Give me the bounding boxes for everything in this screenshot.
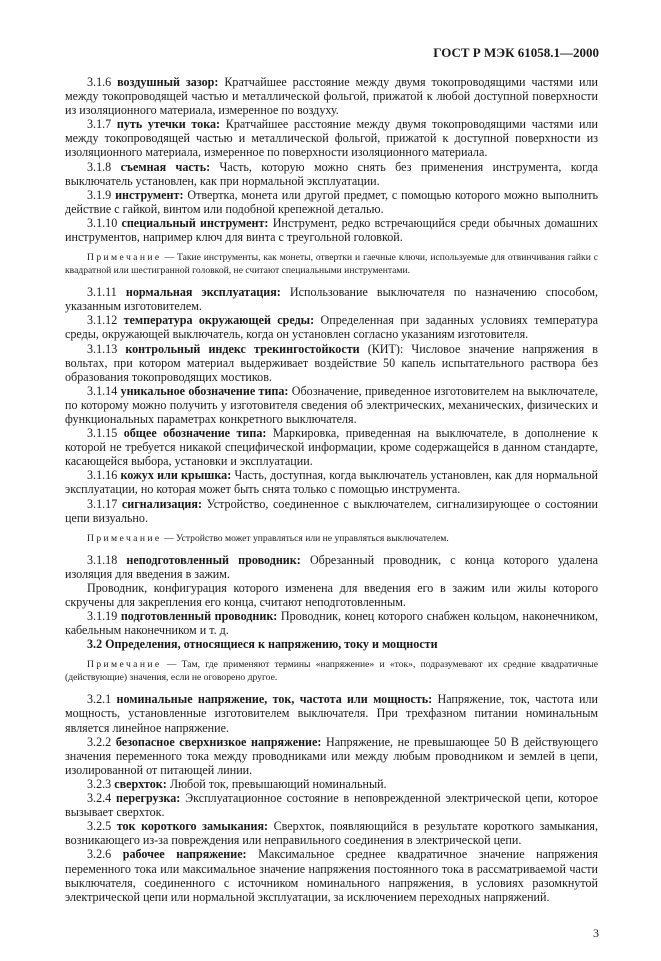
definition-text: Напряжение, ток, частота или мощность, установленные изготовителем выключателя. При трехфазном питании номинальным является линейное напряжение. [65, 692, 598, 735]
definition-paragraph [65, 847, 598, 903]
definition-paragraph [65, 692, 598, 734]
clause-number: 3.1.10 [87, 215, 118, 230]
clause-number: 3.1.7 [87, 117, 112, 132]
definition-paragraph [65, 553, 598, 581]
definition-paragraph [65, 426, 598, 468]
definition-text: Маркировка, приведенная на выключателе, в дополнение к которой не требуется никакой специфической информации, кроме содержащейся в данном стандарте, касающейся выбора, установки и эксплуатации. [65, 426, 598, 469]
defined-term: сигнализация: [121, 496, 202, 511]
definition-paragraph [65, 313, 598, 341]
definition-paragraph [65, 819, 598, 847]
note-text: — Такие инструменты, как монеты, отвертки и гаечные ключи, используемые для отвинчивания гайки с квадратной или шестигранной головкой, не считают специальными инструментами. [65, 252, 599, 277]
clause-number: 3.1.13 [87, 341, 118, 356]
defined-term: подготовленный проводник: [120, 609, 278, 624]
note-label: Примечание [87, 659, 162, 671]
definition-paragraph [65, 735, 598, 777]
definition-paragraph [65, 609, 598, 637]
clause-number: 3.1.19 [87, 609, 118, 624]
note [65, 532, 598, 545]
definition-text: (КИТ): Числовое значение напряжения в вольтах, при котором материал выдерживает воздействие 50 капель испытательного раствора без образования токопроводящих мостиков. [65, 341, 598, 384]
clause-number: 3.1.14 [87, 383, 118, 398]
definition-text: Часть, которую можно снять без применения инструмента, когда выключатель установлен, как при нормальной эксплуатации. [65, 159, 598, 188]
defined-term: воздушный зазор: [117, 75, 219, 89]
defined-term: перегрузка: [116, 791, 181, 806]
defined-term: ток короткого замыкания: [116, 819, 269, 834]
definition-paragraph [65, 384, 598, 426]
defined-term: уникальное обозначение типа: [120, 383, 289, 398]
definition-paragraph [65, 791, 598, 819]
defined-term: путь утечки тока: [116, 117, 221, 132]
definition-text: Сверхток, появляющийся в результате короткого замыкания, возникающего из-за повреждения или неправильного соединения в электрической цепи. [65, 819, 599, 848]
definition-paragraph [65, 497, 598, 525]
defined-term: общее обозначение типа: [123, 426, 267, 441]
definition-text: Проводник, конец которого снабжен кольцом, наконечником, кабельным наконечником и т. д. [65, 609, 598, 638]
note-label: Примечание [87, 532, 162, 544]
document-body [65, 0, 598, 904]
definition-text: Обрезанный проводник, с конца которого удалена изоляция для введения в зажим. [65, 552, 598, 581]
clause-number: 3.1.15 [87, 426, 118, 441]
note-text: — Там, где применяют термины «напряжение» и «ток», подразумевают их средние квадратичные (действующие) значения, если не оговорено другое. [65, 659, 598, 684]
clause-number: 3.2.5 [87, 819, 112, 834]
clause-number: 3.1.8 [87, 159, 112, 174]
clause-number: 3.2.3 [87, 776, 112, 791]
definition-text: Определенная при заданных условиях температура среды, окружающей выключатель, когда он установлен согласно указаниям изготовителя. [65, 313, 598, 342]
definition-paragraph [65, 581, 598, 609]
definition-text: Эксплуатационное состояние в неповрежденной электрической цепи, которое вызывает сверхток. [65, 791, 598, 820]
clause-number: 3.1.6 [87, 75, 112, 89]
defined-term: контрольный индекс трекингостойкости [125, 341, 360, 356]
definition-text: Кратчайшее расстояние между двумя токопроводящими частями или между токопроводящей частью и металлической фольгой, прижатой к любой доступной поверхности из изоляционного материала, измеренное по воздуху. [65, 75, 598, 118]
defined-term: нормальная эксплуатация: [125, 285, 281, 300]
clause-number: 3.2.6 [87, 847, 112, 862]
definition-paragraph [65, 160, 598, 188]
clause-number: 3.1.16 [87, 468, 118, 483]
definition-paragraph [65, 468, 598, 496]
clause-number: 3.1.11 [87, 285, 117, 300]
clause-number: 3.1.12 [87, 313, 118, 328]
definition-text: Обозначение, приведенное изготовителем на выключателе, по которому можно получить у изготовителя сведения об электрических, механических, физических и функциональных параметрах конкретного выключателя. [65, 383, 598, 426]
definition-text: Напряжение, не превышающее 50 В действующего значения переменного тока между проводниками или между любым проводником и землей в цепи, изолированной от питающей линии. [65, 734, 599, 777]
definition-text: Инструмент, редко встречающийся среди обычных домашних инструментов, например ключ для винта с треугольной головкой. [65, 215, 598, 245]
clause-number: 3.1.17 [87, 496, 118, 511]
note [65, 658, 598, 684]
defined-term: специальный инструмент: [121, 215, 269, 230]
definition-text: Отвертка, монета или другой предмет, с помощью которого можно выполнить действие с гайкой, винтом или подобной крепежной деталью. [65, 187, 599, 216]
definition-paragraph [65, 285, 598, 313]
note-label: Примечание [87, 252, 162, 264]
clause-number: 3.2.1 [87, 692, 112, 707]
definition-paragraph [65, 117, 598, 159]
note [65, 251, 598, 277]
defined-term: инструмент: [115, 187, 184, 202]
definition-text: Устройство, соединенное с выключателем, сигнализирующее о состоянии цепи визуально. [65, 496, 598, 525]
document-header: ГОСТ Р МЭК 61058.1—2000 [433, 45, 599, 60]
definition-paragraph [65, 342, 598, 384]
definition-paragraph [65, 188, 598, 216]
definition-paragraph [65, 216, 598, 244]
clause-number: 3.2.4 [87, 791, 112, 806]
clause-number: 3.2.2 [87, 734, 112, 749]
defined-term: съемная часть: [120, 159, 211, 174]
definition-text: Максимальное среднее квадратичное значение напряжения переменного тока или максимальное значение напряжения постоянного тока в рассматриваемой части выключателя, соединенного с источником номинального напряжения, в условиях разомкнутой электрической цепи или нормальной эксплуатации, за исключением переходных напряжений. [65, 847, 598, 904]
definition-paragraph [65, 75, 598, 117]
defined-term: кожух или крышка: [120, 468, 232, 483]
defined-term: рабочее напряжение: [122, 847, 247, 862]
defined-term: безопасное сверхнизкое напряжение: [115, 734, 322, 749]
defined-term: неподготовленный проводник: [126, 552, 301, 567]
defined-term: температура окружающей среды: [123, 313, 315, 328]
definition-text: Часть, доступная, когда выключатель установлен, как для нормальной эксплуатации, но которая может быть снята только с помощью инструмента. [65, 468, 598, 497]
defined-term: номинальные напряжение, ток, частота или мощность: [116, 692, 433, 707]
definition-text: Любой ток, превышающий номинальный. [169, 776, 387, 791]
clause-number: 3.1.9 [87, 187, 112, 202]
definition-text: Проводник, конфигурация которого изменена для введения его в зажим или жилы которого скручены для закрепления его конца, считают неподготовленным. [65, 580, 598, 609]
definition-text: Кратчайшее расстояние между двумя токопроводящими частями или между токопроводящей частью и металлической фольгой, прижатой к доступной поверхности из изоляционного материала, измеренное по поверхности изоляционного материала. [65, 117, 598, 160]
note-text: — Устройство может управляться или не управляться выключателем. [163, 532, 449, 544]
defined-term: сверхток: [114, 776, 167, 791]
definition-paragraph [65, 777, 598, 791]
clause-number: 3.1.18 [87, 552, 118, 567]
definition-text: Использование выключателя по назначению способом, указанным изготовителем. [65, 285, 598, 314]
section-heading [65, 637, 598, 651]
page-number: 3 [593, 925, 599, 940]
section-title: 3.2 Определения, относящиеся к напряжению, току и мощности [87, 637, 438, 652]
